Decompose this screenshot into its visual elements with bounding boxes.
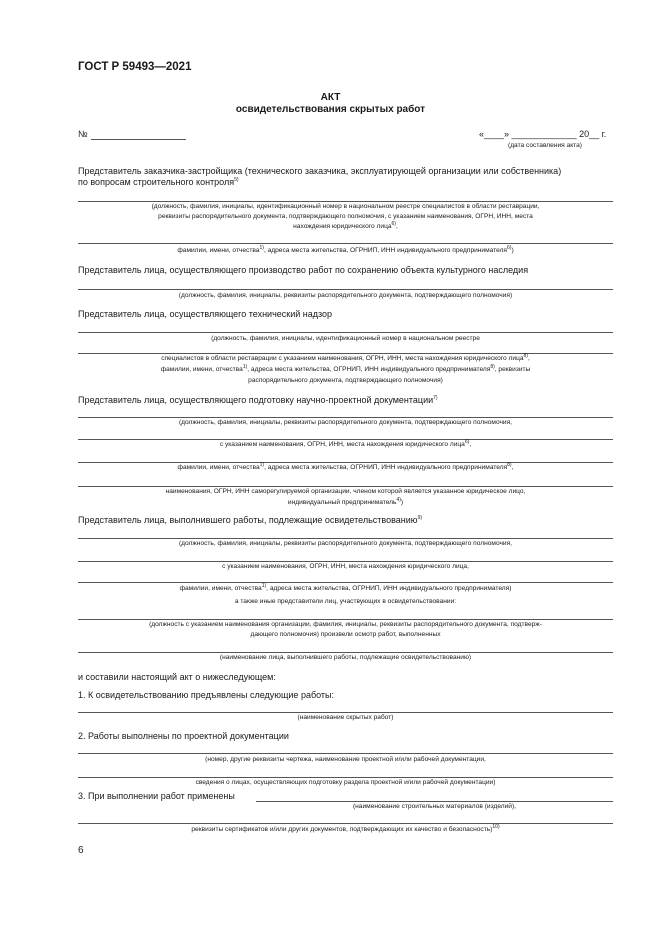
compose-text: и составили настоящий акт о нижеследующем: xyxy=(78,672,276,682)
item1-label: 1. К освидетельствованию предъявлены следующие работы: xyxy=(78,690,335,700)
s3-caption4: распорядительного документа, подтверждающего полномочия) xyxy=(248,377,443,384)
item3-label: 3. При выполнении работ применены xyxy=(78,791,235,801)
s2-label: Представитель лица, осуществляющего производство работ по сохранению объекта культурного наследия xyxy=(78,265,529,275)
s1-label-line1: Представитель заказчика-застройщика (технического заказчика, эксплуатирующей организации или собственника) xyxy=(78,166,562,176)
act-title: АКТ xyxy=(320,92,341,103)
s5-caption7: (наименование лица, выполнившего работы, подлежащие освидетельствованию) xyxy=(219,654,472,661)
s4-caption4: наименования, ОГРН, ИНН саморегулируемой организации, членом которой является указанное юридическое лицо, xyxy=(165,488,526,495)
s1-caption1-line2: реквизиты распорядительного документа, подтверждающего полномочия, с указанием наименования, ОГРН, ИНН, места xyxy=(158,213,533,220)
s4-caption3: фамилии, имени, отчества$^{1)}$, адреса места жительства, ОГРНИП, ИНН индивидуального предпринимателя$^{8)}$, xyxy=(177,461,514,471)
s1-line2[interactable] xyxy=(78,243,613,244)
s3-caption1: (должность, фамилия, инициалы, идентификационный номер в национальном реестре xyxy=(211,335,480,342)
s3-caption3: фамилии, имени, отчества$^{1)}$, адреса места жительства, ОГРНИП, ИНН индивидуального предпринимателя$^{8)}$, реквизиты xyxy=(160,363,531,373)
s5-caption4: а также иные представители лиц, участвующих в освидетельствовании: xyxy=(234,598,457,605)
item3-line2[interactable] xyxy=(78,823,613,824)
act-subtitle: освидетельствования скрытых работ xyxy=(235,104,426,115)
s5-caption2: с указанием наименования, ОГРН, ИНН, места нахождения юридического лица, xyxy=(222,563,469,570)
date-caption: (дата составления акта) xyxy=(508,142,582,149)
s3-label: Представитель лица, осуществляющего технический надзор xyxy=(78,309,333,319)
s5-caption1: (должность, фамилия, инициалы, реквизиты распорядительного документа, подтверждающего полномочия, xyxy=(178,540,513,547)
s3-line1[interactable] xyxy=(78,332,613,333)
standard-header: ГОСТ Р 59493—2021 xyxy=(78,61,192,73)
item1-caption: (наименование скрытых работ) xyxy=(297,714,394,721)
item3-caption1: (наименование строительных материалов (изделий), xyxy=(352,803,517,810)
s5-caption5: (должность с указанием наименования организации, фамилия, инициалы, реквизиты распорядительного документа, подтверж- xyxy=(149,621,542,628)
s1-caption2: фамилии, имени, отчества$^{1)}$, адреса места жительства, ОГРНИП, ИНН индивидуального предпринимателя$^{6)}$) xyxy=(177,244,514,254)
s5-caption6: дающего полномочия) произвели осмотр работ, выполненных xyxy=(250,631,441,638)
s5-label: Представитель лица, выполнившего работы, подлежащие освидетельствованию$^{9)}$ xyxy=(78,515,423,525)
item3-caption2: реквизиты сертификатов и/или других документов, подтверждающих их качество и безопасность)$^{10)}$ xyxy=(191,823,500,833)
item2-caption1: (номер, другие реквизиты чертежа, наименование проектной и/или рабочей документации, xyxy=(205,756,486,763)
s4-caption5: индивидуальный предприниматель$^{4)}$) xyxy=(287,496,404,506)
s4-caption1: (должность, фамилия, инициалы, реквизиты распорядительного документа, подтверждающего полномочия, xyxy=(178,419,513,426)
s1-label-line2: по вопросам строительного контроля$^{5)}$ xyxy=(78,177,239,187)
s2-caption: (должность, фамилия, инициалы, реквизиты распорядительного документа, подтверждающего полномочия) xyxy=(178,292,513,299)
s4-caption2: с указанием наименования, ОГРН, ИНН, места нахождения юридического лица$^{6)}$, xyxy=(219,438,472,448)
s3-caption2: специалистов в области реставрации с указанием наименования, ОГРН, ИНН, места нахождения юридического лица$^{8)}$, xyxy=(161,352,530,362)
number-field[interactable] xyxy=(91,139,186,140)
s1-caption1-line3: нахождения юридического лица$^{6)}$, xyxy=(293,220,398,230)
s2-line[interactable] xyxy=(78,289,613,290)
item2-caption2: сведения о лицах, осуществляющих подготовку раздела проектной и/или рабочей документации) xyxy=(195,779,496,786)
s1-caption1-line1: (должность, фамилия, инициалы, идентификационный номер в национальном реестре специалистов в области реставрации, xyxy=(151,203,540,210)
item2-label: 2. Работы выполнены по проектной документации xyxy=(78,731,289,741)
page-number: 6 xyxy=(78,845,84,856)
s4-label: Представитель лица, осуществляющего подготовку научно-проектной документации$^{7)}$ xyxy=(78,395,438,405)
s5-caption3: фамилии, имени, отчества$^{1)}$, адреса места жительства, ОГРНИП, ИНН индивидуального предпринимателя) xyxy=(179,582,512,592)
date-field[interactable]: «____» _____________ 20__ г. xyxy=(479,129,607,139)
s5-line3[interactable] xyxy=(78,582,613,583)
number-label: № xyxy=(78,129,88,139)
item2-line1[interactable] xyxy=(78,753,613,754)
